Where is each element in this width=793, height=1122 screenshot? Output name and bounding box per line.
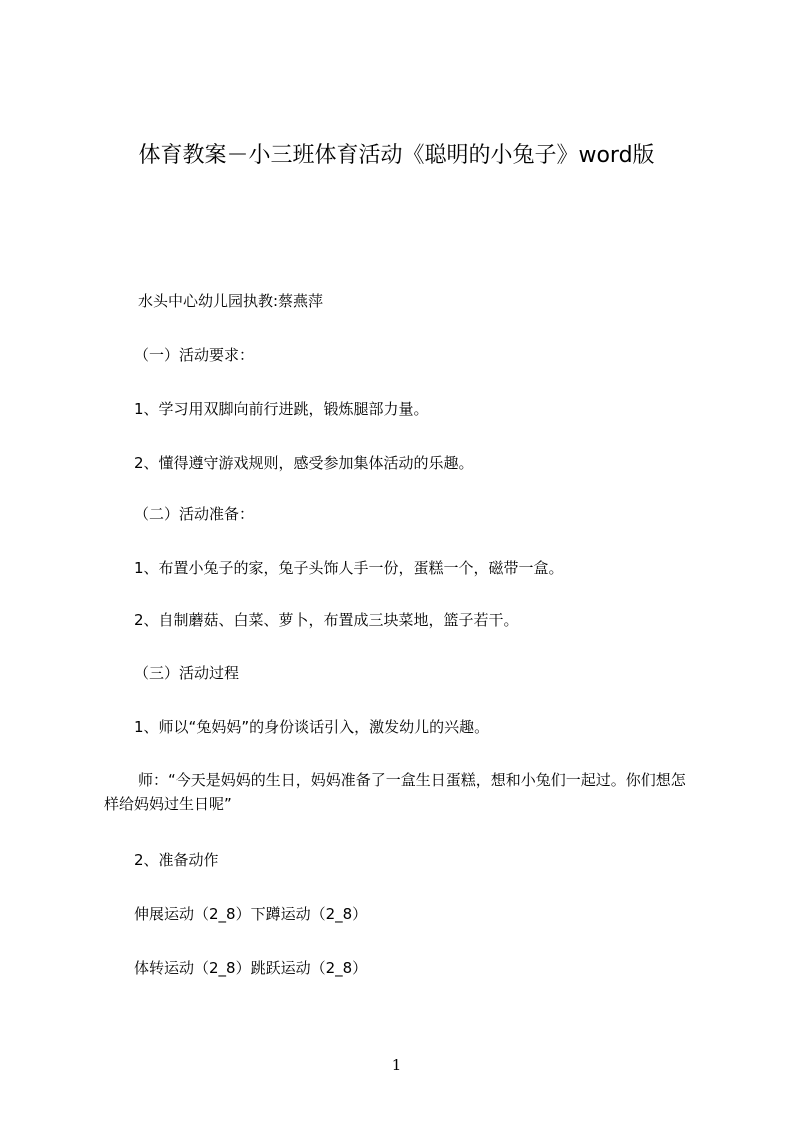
page-number: 1: [391, 1056, 402, 1074]
author-line: 水头中心幼儿园执教:蔡燕萍: [138, 292, 324, 310]
section-heading-process: （三）活动过程: [134, 664, 240, 682]
process-item-1: 1、师以“兔妈妈”的身份谈话引入，激发幼儿的兴趣。: [134, 718, 490, 736]
preparation-item-1: 1、布置小兔子的家，兔子头饰人手一份，蛋糕一个，磁带一盒。: [134, 559, 564, 577]
exercise-line-1: 伸展运动（2_8）下蹲运动（2_8）: [134, 905, 368, 923]
requirement-item-1: 1、学习用双脚向前行进跳，锻炼腿部力量。: [134, 400, 429, 418]
document-title: 体育教案－小三班体育活动《聪明的小兔子》word版: [138, 143, 655, 168]
section-heading-requirements: （一）活动要求：: [134, 346, 255, 364]
exercise-line-2: 体转运动（2_8）跳跃运动（2_8）: [134, 959, 368, 977]
requirement-item-2: 2、懂得遵守游戏规则，感受参加集体活动的乐趣。: [134, 454, 474, 472]
teacher-dialogue: 师：“今天是妈妈的生日，妈妈准备了一盒生日蛋糕，想和小兔们一起过。你们想怎样给妈妈过生日呢”: [104, 771, 686, 813]
process-item-2: 2、准备动作: [134, 851, 219, 869]
preparation-item-2: 2、自制蘑菇、白菜、萝卜，布置成三块菜地，篮子若干。: [134, 611, 519, 629]
section-heading-preparation: （二）活动准备：: [134, 505, 255, 523]
